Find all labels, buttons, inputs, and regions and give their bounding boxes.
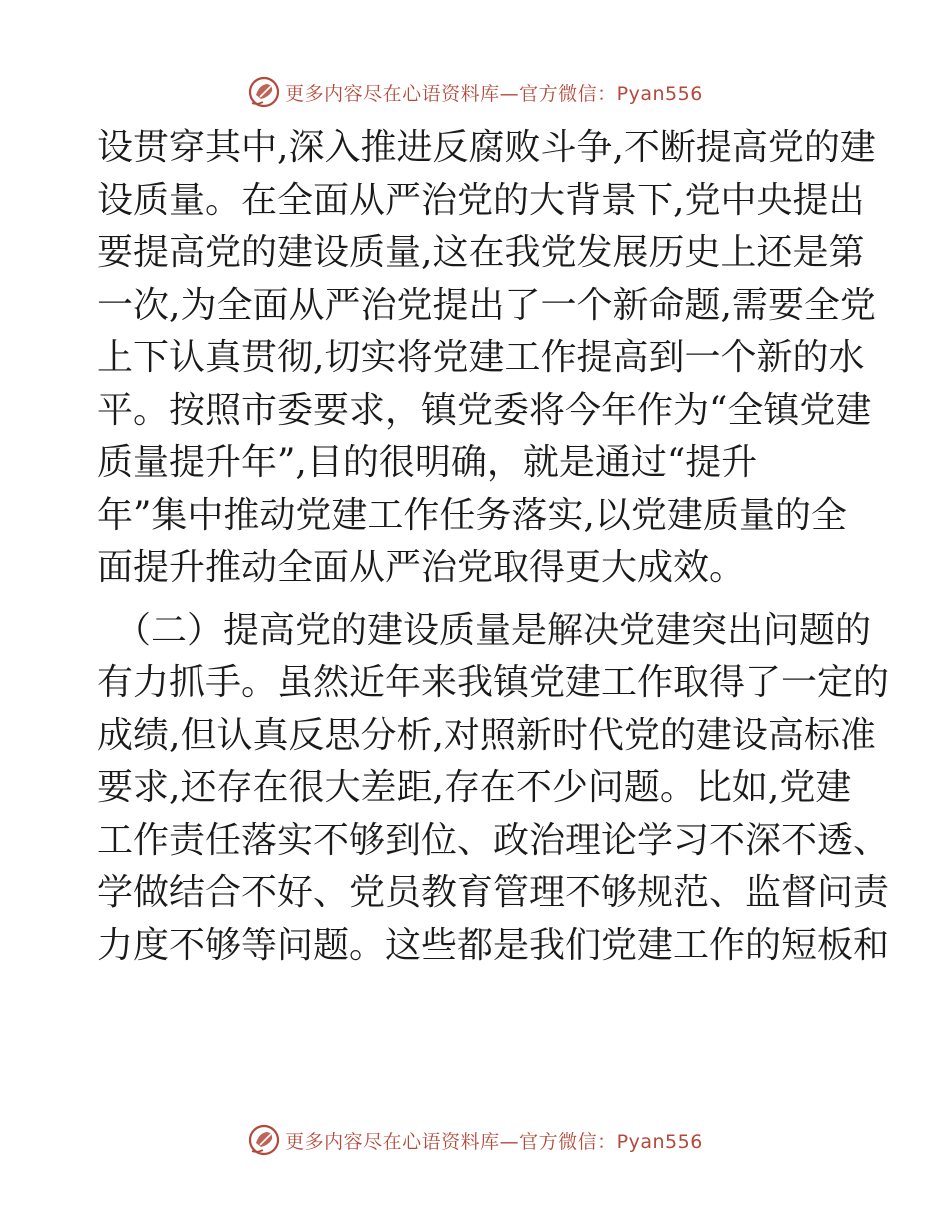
text-line: 要提高党的建设质量,这在我党发展历史上还是第 — [97, 232, 865, 273]
text-line: 一次,为全面从严治党提出了一个新命题,需要全党 — [97, 284, 876, 326]
text-line: （二）提高党的建设质量是解决党建突出问题的 — [115, 609, 872, 651]
text-line: 年”集中推动党建工作任务落实,以党建质量的全 — [97, 494, 847, 536]
pen-heart-logo-icon — [247, 75, 281, 109]
text-line: 面提升推动全面从严治党取得更大成效。 — [97, 547, 746, 588]
text-line: 设质量。在全面从严治党的大背景下,党中央提出 — [97, 179, 865, 221]
banner-text: 更多内容尽在心语资料库—官方微信：Pyan556 — [285, 82, 703, 105]
document-body — [97, 122, 890, 972]
banner-text: 更多内容尽在心语资料库—官方微信：Pyan556 — [285, 1130, 703, 1153]
header-banner — [0, 72, 950, 112]
footer-banner — [0, 1120, 950, 1160]
text-line: 有力抓手。虽然近年来我镇党建工作取得了一定的 — [97, 662, 890, 703]
text-line: 要求,还存在很大差距,存在不少问题。比如,党建 — [97, 767, 852, 808]
paragraph-gap — [97, 595, 857, 605]
text-line: 力度不够等问题。这些都是我们党建工作的短板和 — [97, 924, 890, 966]
text-line: 上下认真贯彻,切实将党建工作提高到一个新的水 — [97, 337, 865, 378]
text-line: 学做结合不好、党员教育管理不够规范、监督问责 — [97, 872, 890, 913]
text-line: 成绩,但认真反思分析,对照新时代党的建设高标准 — [97, 714, 876, 756]
text-line: 设贯穿其中,深入推进反腐败斗争,不断提高党的建 — [97, 127, 876, 168]
pen-heart-logo-icon — [247, 1123, 281, 1157]
text-line: 工作责任落实不够到位、政治理论学习不深不透、 — [97, 819, 890, 861]
paragraph-1 — [97, 122, 876, 595]
text-line: 平。按照市委要求，镇党委将今年作为“全镇党建 — [97, 389, 872, 431]
paragraph-2 — [97, 605, 890, 973]
text-line: 质量提升年”,目的很明确，就是通过“提升 — [97, 442, 758, 483]
